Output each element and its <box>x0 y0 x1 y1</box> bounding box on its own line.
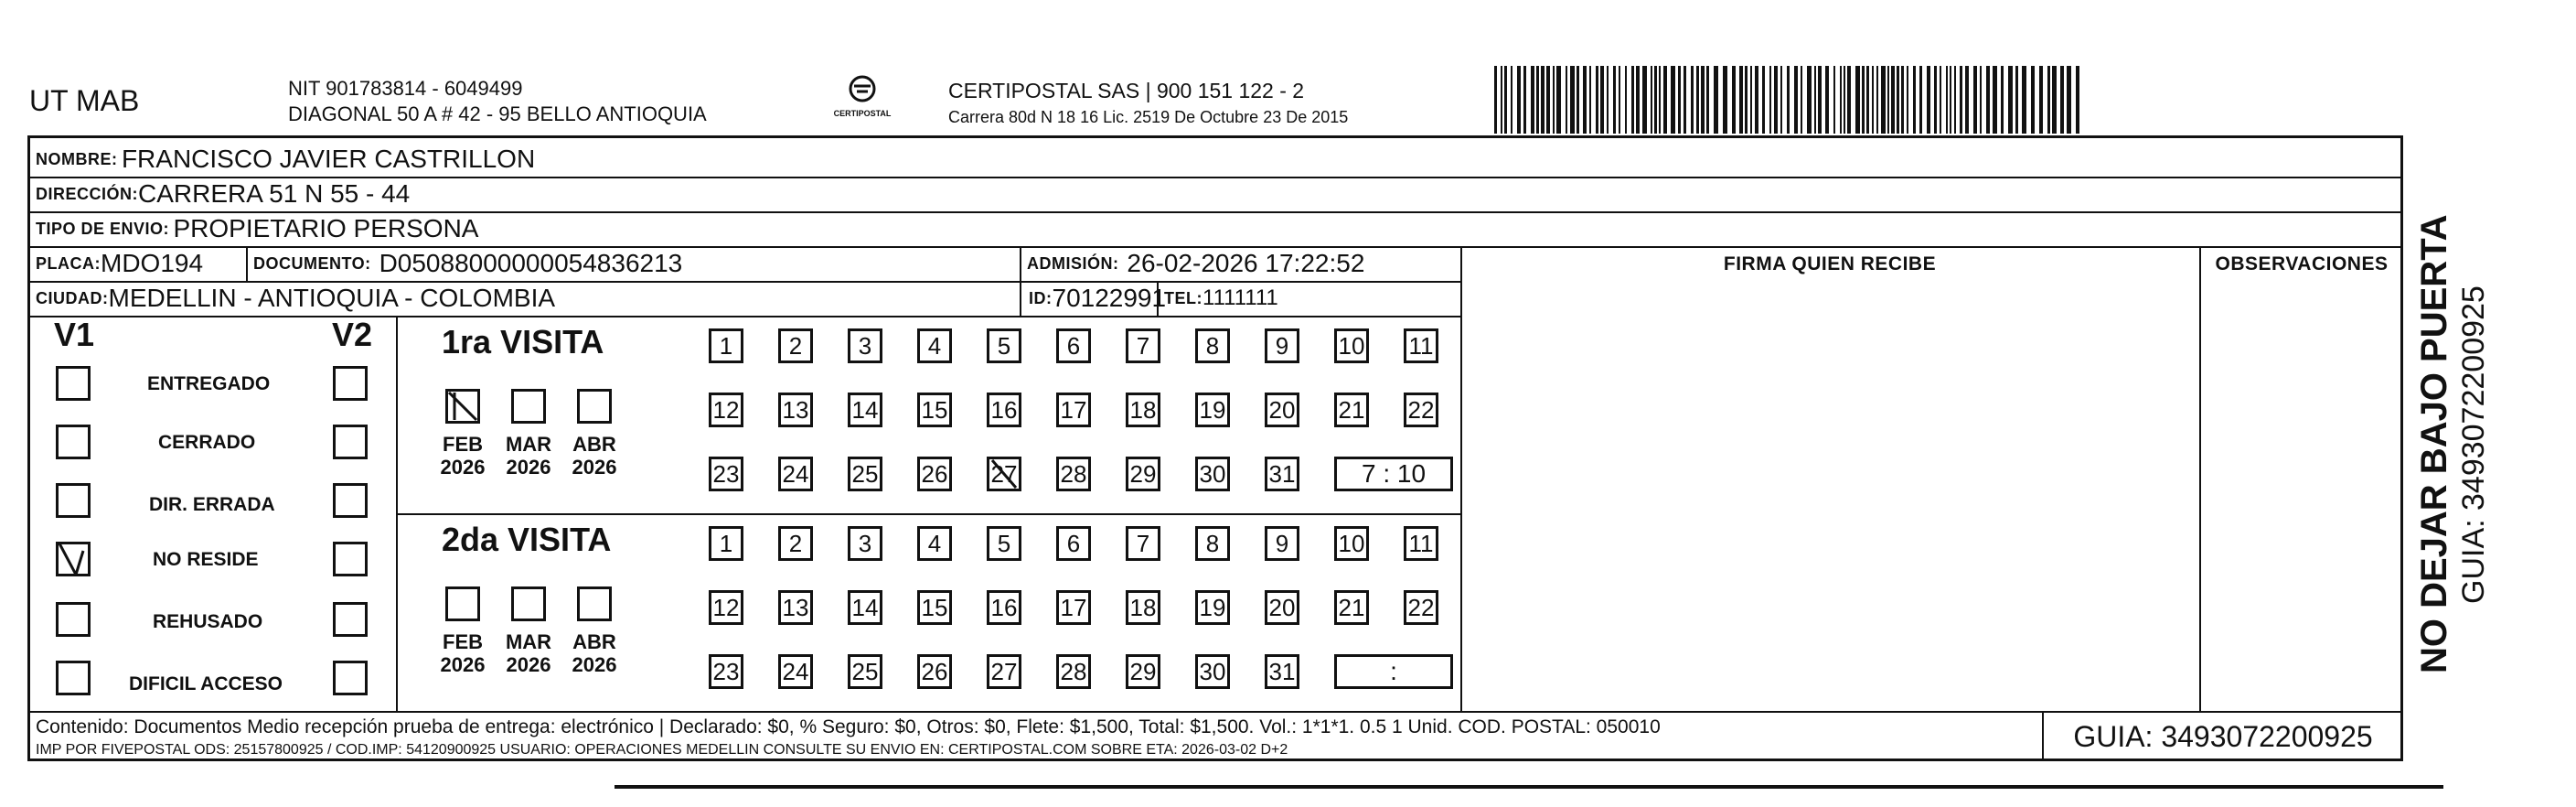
barcode-bar <box>1787 66 1790 134</box>
direccion-row <box>36 177 410 211</box>
ciudad-label: CIUDAD: <box>36 288 109 307</box>
month-name: FEB <box>443 433 483 456</box>
barcode-bar <box>1511 66 1512 134</box>
barcode-bar <box>1993 66 1997 134</box>
barcode-bar <box>1825 66 1829 134</box>
company-address: DIAGONAL 50 A # 42 - 95 BELLO ANTIOQUIA <box>288 102 707 125</box>
month-year: 2026 <box>506 653 551 677</box>
day-box[interactable]: 3 <box>848 526 882 561</box>
v2-dir-errada-checkbox[interactable] <box>333 483 368 518</box>
carrier-license: Carrera 80d N 18 16 Lic. 2519 De Octubre 23 De 2015 <box>948 108 1349 126</box>
barcode-bar <box>2060 66 2064 134</box>
barcode-bar <box>1769 66 1771 134</box>
day-box[interactable]: 24 <box>778 654 813 689</box>
time-box[interactable]: : <box>1334 654 1453 689</box>
day-box[interactable]: 21 <box>1334 590 1369 625</box>
barcode-bar <box>1613 66 1616 134</box>
day-box[interactable]: 27 <box>987 654 1021 689</box>
barcode-bar <box>1750 66 1752 134</box>
v1-entregado-checkbox[interactable] <box>56 366 91 401</box>
day-box[interactable]: 26 <box>917 457 952 491</box>
barcode-bar <box>1986 66 1990 134</box>
barcode-bar <box>1659 66 1661 134</box>
day-box[interactable]: 31 <box>1265 457 1299 491</box>
day-box[interactable]: 30 <box>1195 457 1230 491</box>
barcode-bar <box>1739 66 1743 134</box>
day-box[interactable]: 20 <box>1265 590 1299 625</box>
footer-guia: GUIA: 3493072200925 <box>2073 720 2373 753</box>
day-box[interactable]: 5 <box>987 328 1021 363</box>
day-box[interactable]: 31 <box>1265 654 1299 689</box>
barcode-bar <box>1745 66 1748 134</box>
admision-label: ADMISIÓN: <box>1027 253 1119 273</box>
day-box[interactable]: 2 <box>778 328 813 363</box>
barcode-bar <box>1517 66 1521 134</box>
month-checkbox-abr[interactable] <box>577 586 612 621</box>
day-box[interactable]: 6 <box>1056 526 1091 561</box>
day-box[interactable]: 22 <box>1404 393 1438 427</box>
nombre-row <box>36 142 535 177</box>
day-box[interactable]: 6 <box>1056 328 1091 363</box>
observaciones-header: OBSERVACIONES <box>2215 253 2389 274</box>
month-name: ABR <box>572 433 616 456</box>
status-no-reside: NO RESIDE <box>153 549 259 570</box>
barcode-bar <box>1794 66 1798 134</box>
day-box[interactable]: 13 <box>778 590 813 625</box>
day-box[interactable]: 30 <box>1195 654 1230 689</box>
barcode-bar <box>2008 66 2013 134</box>
day-box[interactable]: 4 <box>917 526 952 561</box>
barcode-bar <box>1541 66 1545 134</box>
day-box[interactable]: 24 <box>778 457 813 491</box>
barcode-bar <box>1607 66 1609 134</box>
day-box[interactable]: 2 <box>778 526 813 561</box>
tel-label: TEL: <box>1164 288 1202 307</box>
barcode-bar <box>1901 66 1904 134</box>
barcode-bar <box>1566 66 1567 134</box>
company-name: UT MAB <box>29 84 140 117</box>
direccion-value: CARRERA 51 N 55 - 44 <box>138 179 411 208</box>
direccion-label: DIRECCIÓN: <box>36 184 138 203</box>
barcode-bar <box>1651 66 1652 134</box>
barcode-bar <box>1642 66 1647 134</box>
barcode-bar <box>1536 66 1539 134</box>
documento-value: D05088000000054836213 <box>379 249 683 277</box>
barcode-bar <box>1755 66 1758 134</box>
barcode-bar <box>1494 66 1497 134</box>
placa-value: MDO194 <box>101 249 204 277</box>
day-box[interactable]: 28 <box>1056 654 1091 689</box>
barcode-bar <box>1980 66 1982 134</box>
month-label <box>439 630 486 677</box>
day-box[interactable]: 19 <box>1195 393 1230 427</box>
v2-no-reside-checkbox[interactable] <box>333 542 368 576</box>
month-label <box>505 630 552 677</box>
barcode-bar <box>1556 66 1561 134</box>
barcode-bar <box>1866 66 1869 134</box>
barcode-bar <box>1714 66 1718 134</box>
barcode-bar <box>1553 66 1555 134</box>
tel-row <box>1164 281 1278 316</box>
barcode-bar <box>2067 66 2071 134</box>
check-mark-icon <box>56 542 91 576</box>
month-year: 2026 <box>506 456 551 479</box>
check-mark-icon <box>987 457 1021 491</box>
month-label <box>505 433 552 479</box>
status-cerrado: CERRADO <box>158 432 256 453</box>
barcode-bar <box>1833 66 1835 134</box>
id-row <box>1029 281 1166 316</box>
v2-dificil-acceso-checkbox[interactable] <box>333 661 368 695</box>
day-box[interactable]: 5 <box>987 526 1021 561</box>
day-box[interactable]: 25 <box>848 654 882 689</box>
barcode-bar <box>1619 66 1620 134</box>
barcode-bar <box>1654 66 1657 134</box>
day-number: 27 <box>990 459 1018 488</box>
barcode-bar <box>1696 66 1699 134</box>
day-box[interactable]: 10 <box>1334 328 1369 363</box>
v2-rehusado-checkbox[interactable] <box>333 602 368 637</box>
month-year: 2026 <box>572 456 617 479</box>
month-name: MAR <box>505 433 552 456</box>
month-checkbox-abr[interactable] <box>577 389 612 424</box>
barcode-bar <box>1891 66 1895 134</box>
status-dificil-acceso: DIFICIL ACCESO <box>129 673 283 694</box>
nombre-label: NOMBRE: <box>36 149 118 168</box>
id-label: ID: <box>1029 288 1053 307</box>
day-box[interactable]: 25 <box>848 457 882 491</box>
day-box[interactable]: 19 <box>1195 590 1230 625</box>
barcode-bar <box>1907 66 1908 134</box>
v2-entregado-checkbox[interactable] <box>333 366 368 401</box>
day-box[interactable]: 22 <box>1404 590 1438 625</box>
barcode-bar <box>1862 66 1865 134</box>
v1-rehusado-checkbox[interactable] <box>56 602 91 637</box>
status-rehusado: REHUSADO <box>153 611 263 632</box>
barcode-bar <box>1801 66 1802 134</box>
v2-header: V2 <box>332 316 373 353</box>
carrier-name: CERTIPOSTAL SAS | 900 151 122 - 2 <box>948 79 1305 102</box>
month-checkbox-mar[interactable] <box>511 389 546 424</box>
barcode-bar <box>1625 66 1627 134</box>
day-box[interactable]: 28 <box>1056 457 1091 491</box>
barcode-bar <box>1940 66 1941 134</box>
visit-title: 2da VISITA <box>442 521 612 558</box>
barcode-bar <box>1950 66 1951 134</box>
day-box[interactable]: 7 <box>1126 526 1160 561</box>
month-label <box>439 433 486 479</box>
month-label <box>571 630 618 677</box>
month-year: 2026 <box>572 653 617 677</box>
day-box[interactable]: 26 <box>917 654 952 689</box>
admision-value: 26-02-2026 17:22:52 <box>1127 249 1365 277</box>
barcode-bar <box>2076 66 2079 134</box>
barcode-bar <box>1807 66 1812 134</box>
barcode-bar <box>1663 66 1667 134</box>
month-year: 2026 <box>440 653 486 677</box>
day-box[interactable]: 14 <box>848 393 882 427</box>
day-box[interactable]: 7 <box>1126 328 1160 363</box>
barcode-bar <box>2039 66 2043 134</box>
v1-dificil-acceso-checkbox[interactable] <box>56 661 91 695</box>
barcode-bar <box>1523 66 1526 134</box>
v1-header: V1 <box>54 316 95 353</box>
barcode-bar <box>1678 66 1681 134</box>
month-name: FEB <box>443 630 483 653</box>
v1-dir-errada-checkbox[interactable] <box>56 483 91 518</box>
barcode-bar <box>1671 66 1675 134</box>
v1-cerrado-checkbox[interactable] <box>56 425 91 459</box>
barcode-bar <box>1847 66 1851 134</box>
barcode-bar <box>1691 66 1694 134</box>
month-label <box>571 433 618 479</box>
day-box[interactable]: 12 <box>709 393 743 427</box>
day-box[interactable]: 4 <box>917 328 952 363</box>
ciudad-value: MEDELLIN - ANTIOQUIA - COLOMBIA <box>108 284 556 312</box>
barcode-bar <box>1814 66 1816 134</box>
check-mark-icon <box>445 389 480 424</box>
day-box[interactable] <box>987 457 1021 491</box>
barcode-bar <box>1960 66 1962 134</box>
company-nit: NIT 901783814 - 6049499 <box>288 77 523 100</box>
delivery-form <box>27 135 2403 761</box>
time-box[interactable]: 7 : 10 <box>1334 457 1453 491</box>
barcode-bar <box>1501 66 1502 134</box>
barcode-bar <box>1774 66 1778 134</box>
month-name: ABR <box>572 630 616 653</box>
barcode-bar <box>1818 66 1822 134</box>
barcode-bar <box>1876 66 1878 134</box>
day-box[interactable]: 1 <box>709 328 743 363</box>
day-box[interactable]: 9 <box>1265 526 1299 561</box>
tipo-label: TIPO DE ENVIO: <box>36 219 170 238</box>
signature-area[interactable] <box>1462 281 2199 711</box>
top-edge <box>0 0 2576 4</box>
day-box[interactable]: 17 <box>1056 590 1091 625</box>
barcode-bar <box>1546 66 1550 134</box>
side-warning: NO DEJAR BAJO PUERTA <box>2414 214 2454 673</box>
barcode-bar <box>1600 66 1604 134</box>
barcode-bar <box>1577 66 1579 134</box>
cut-line <box>615 785 2443 789</box>
nombre-value: FRANCISCO JAVIER CASTRILLON <box>121 145 536 173</box>
barcode <box>1494 66 2089 134</box>
day-box[interactable]: 13 <box>778 393 813 427</box>
month-checkbox-mar[interactable] <box>511 586 546 621</box>
day-box[interactable]: 14 <box>848 590 882 625</box>
day-box[interactable]: 29 <box>1126 654 1160 689</box>
documento-row <box>253 246 682 281</box>
barcode-bar <box>1706 66 1709 134</box>
logo-text: CERTIPOSTAL <box>833 109 892 118</box>
tipo-value: PROPIETARIO PERSONA <box>173 214 479 242</box>
day-box[interactable]: 1 <box>709 526 743 561</box>
placa-row <box>36 246 203 281</box>
barcode-bar <box>1855 66 1860 134</box>
month-name: MAR <box>505 630 552 653</box>
barcode-bar <box>1701 66 1705 134</box>
barcode-bar <box>1780 66 1782 134</box>
observations-area[interactable] <box>2201 281 2400 711</box>
barcode-bar <box>1840 66 1842 134</box>
side-guia: GUIA: 3493072200925 <box>2456 285 2491 604</box>
barcode-bar <box>1965 66 1969 134</box>
barcode-bar <box>1762 66 1765 134</box>
day-box[interactable]: 9 <box>1265 328 1299 363</box>
status-entregado: ENTREGADO <box>147 373 271 394</box>
barcode-bar <box>1504 66 1507 134</box>
day-box[interactable]: 17 <box>1056 393 1091 427</box>
id-value: 70122991 <box>1052 284 1167 312</box>
barcode-bar <box>1887 66 1889 134</box>
day-box[interactable]: 23 <box>709 457 743 491</box>
barcode-bar <box>1973 66 1977 134</box>
barcode-bar <box>1897 66 1899 134</box>
barcode-bar <box>1732 66 1736 134</box>
barcode-bar <box>2015 66 2018 134</box>
barcode-bar <box>2047 66 2050 134</box>
barcode-bar <box>1934 66 1937 134</box>
barcode-bar <box>2031 66 2035 134</box>
day-box[interactable]: 18 <box>1126 393 1160 427</box>
day-box[interactable]: 8 <box>1195 526 1230 561</box>
day-box[interactable]: 16 <box>987 590 1021 625</box>
day-box[interactable]: 12 <box>709 590 743 625</box>
barcode-bar <box>2022 66 2026 134</box>
admision-row <box>1027 246 1364 281</box>
tel-value: 1111111 <box>1202 285 1278 310</box>
barcode-bar <box>1583 66 1587 134</box>
visit-title: 1ra VISITA <box>442 323 604 360</box>
month-checkbox-feb[interactable] <box>445 389 480 424</box>
barcode-bar <box>1954 66 1956 134</box>
logo-icon <box>844 73 881 104</box>
barcode-bar <box>1844 66 1845 134</box>
barcode-bar <box>1596 66 1598 134</box>
month-year: 2026 <box>440 456 486 479</box>
day-box[interactable]: 10 <box>1334 526 1369 561</box>
barcode-bar <box>1913 66 1916 134</box>
footer-contenido: Contenido: Documentos Medio recepción prueba de entrega: electrónico | Declarado: $0, % Seguro: $0, Otros: $0, Flete: $1,500, Total: $1,500. Vol.: 1*1*1. 0.5 1 Unid. COD. POSTAL: 050010 <box>36 716 1661 737</box>
firma-header: FIRMA QUIEN RECIBE <box>1723 253 1937 274</box>
ciudad-row <box>36 281 555 316</box>
barcode-bar <box>2001 66 2004 134</box>
barcode-bar <box>1723 66 1727 134</box>
day-box[interactable]: 29 <box>1126 457 1160 491</box>
day-box[interactable]: 18 <box>1126 590 1160 625</box>
footer-imp: IMP POR FIVEPOSTAL ODS: 25157800925 / COD.IMP: 54120900925 USUARIO: OPERACIONES MEDELLIN CONSULTE SU ENVIO EN: CERTIPOSTAL.COM SOBRE ETA: 2026-03-02 D+2 <box>36 742 1288 758</box>
barcode-bar <box>1531 66 1534 134</box>
barcode-bar <box>1881 66 1886 134</box>
barcode-bar <box>2052 66 2057 134</box>
certipostal-logo <box>830 73 894 118</box>
tipo-row <box>36 211 478 246</box>
day-box[interactable]: 16 <box>987 393 1021 427</box>
barcode-bar <box>1636 66 1640 134</box>
barcode-bar <box>1683 66 1686 134</box>
day-box[interactable]: 8 <box>1195 328 1230 363</box>
day-box[interactable]: 3 <box>848 328 882 363</box>
day-box[interactable]: 11 <box>1404 526 1438 561</box>
day-box[interactable]: 20 <box>1265 393 1299 427</box>
day-box[interactable]: 15 <box>917 590 952 625</box>
status-dir-errada: DIR. ERRADA <box>149 494 275 515</box>
placa-label: PLACA: <box>36 253 101 273</box>
barcode-bar <box>1946 66 1948 134</box>
day-box[interactable]: 23 <box>709 654 743 689</box>
day-box[interactable]: 21 <box>1334 393 1369 427</box>
v1-no-reside-checkbox[interactable] <box>56 542 91 576</box>
barcode-bar <box>1927 66 1930 134</box>
v2-cerrado-checkbox[interactable] <box>333 425 368 459</box>
documento-label: DOCUMENTO: <box>253 253 371 273</box>
barcode-bar <box>1872 66 1874 134</box>
visit-1 <box>398 317 1459 511</box>
barcode-bar <box>1631 66 1634 134</box>
day-box[interactable]: 11 <box>1404 328 1438 363</box>
barcode-bar <box>1570 66 1575 134</box>
barcode-bar <box>1589 66 1591 134</box>
barcode-bar <box>1919 66 1922 134</box>
month-checkbox-feb[interactable] <box>445 586 480 621</box>
visit-2 <box>398 515 1459 709</box>
day-box[interactable]: 15 <box>917 393 952 427</box>
